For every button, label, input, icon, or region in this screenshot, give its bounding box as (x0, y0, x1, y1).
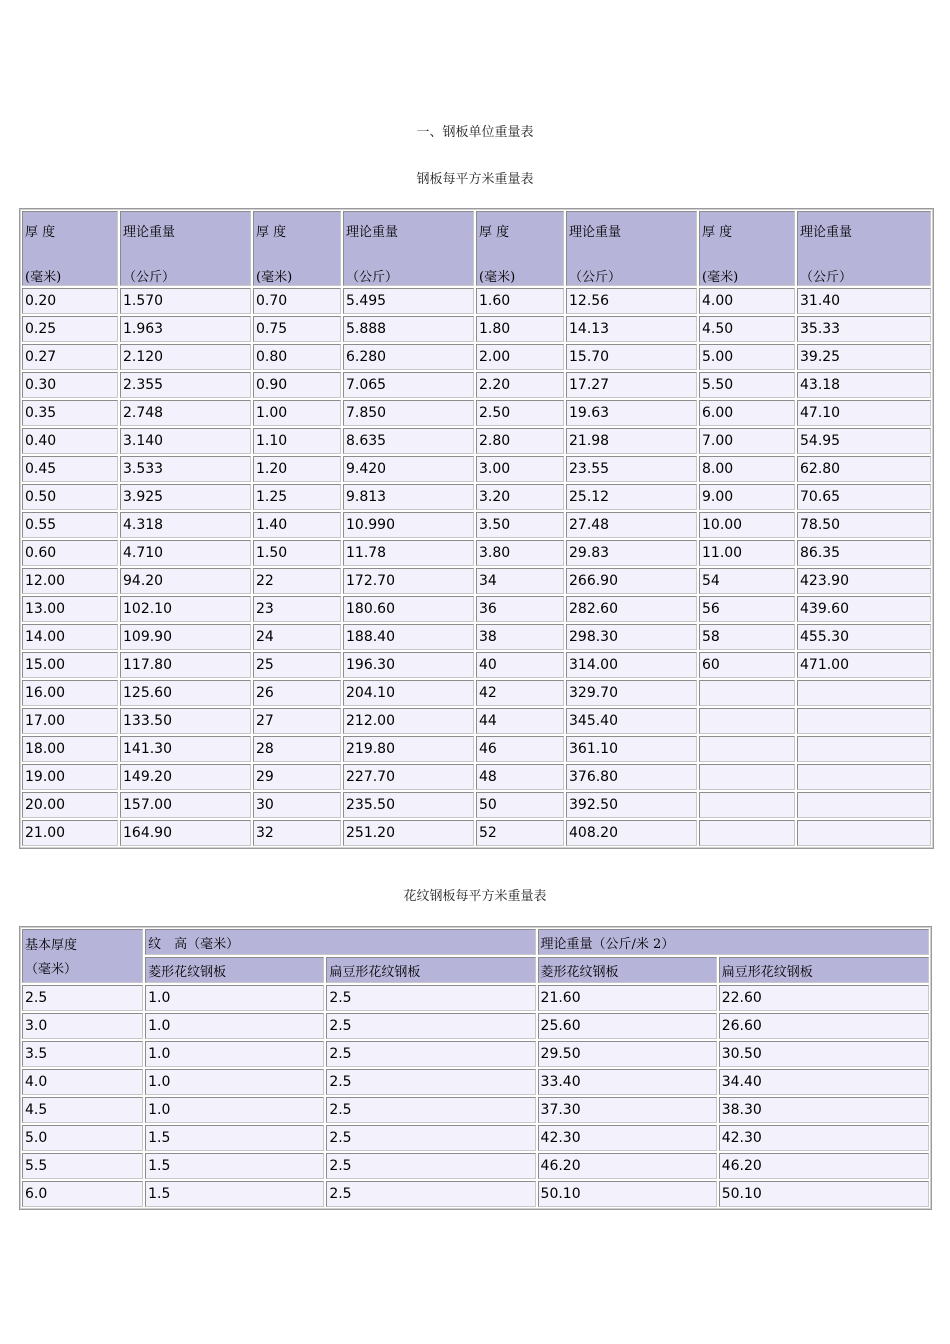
table-row (22, 985, 929, 1011)
table-row (22, 400, 931, 426)
table-cell: 0.75 (253, 316, 341, 342)
table-cell: 34.40 (719, 1069, 929, 1095)
header-unit: （公斤） (346, 270, 399, 285)
table-cell: 1.10 (253, 428, 341, 454)
checkered-plate-weight-table (19, 926, 932, 1210)
table-cell: 27.48 (566, 512, 697, 538)
table-cell: 26 (253, 680, 341, 706)
table-cell: 2.355 (120, 372, 251, 398)
table-row (22, 512, 931, 538)
table-cell: 133.50 (120, 708, 251, 734)
table-cell: 7.00 (699, 428, 795, 454)
table1-body (22, 288, 931, 846)
steel-plate-table-title: 钢板每平方米重量表 (416, 172, 534, 187)
table-cell: 25 (253, 652, 341, 678)
subheader-lentil-height: 扁豆形花纹钢板 (326, 957, 535, 983)
table-cell: 25.60 (538, 1013, 717, 1039)
table-cell: 4.0 (22, 1069, 143, 1095)
table-cell: 0.25 (22, 316, 118, 342)
table-cell: 4.318 (120, 512, 251, 538)
table-cell: 1.80 (476, 316, 564, 342)
table-row (22, 428, 931, 454)
table-cell (699, 820, 795, 846)
table-cell: 117.80 (120, 652, 251, 678)
header-unit: (毫米) (25, 270, 62, 285)
checkered-plate-table-title: 花纹钢板每平方米重量表 (403, 889, 547, 904)
table-cell: 21.60 (538, 985, 717, 1011)
table-cell: 22.60 (719, 985, 929, 1011)
table-cell (699, 736, 795, 762)
table-cell: 26.60 (719, 1013, 929, 1039)
table-cell (797, 764, 931, 790)
table-cell: 0.35 (22, 400, 118, 426)
table-cell: 50.10 (538, 1181, 717, 1207)
table-cell: 141.30 (120, 736, 251, 762)
table-row (22, 820, 931, 846)
table-cell: 7.065 (343, 372, 474, 398)
steel-plate-weight-table (19, 208, 934, 849)
table-cell: 52 (476, 820, 564, 846)
table-row (22, 596, 931, 622)
table-cell: 0.40 (22, 428, 118, 454)
table-cell: 1.570 (120, 288, 251, 314)
table-cell: 2.20 (476, 372, 564, 398)
table-cell: 60 (699, 652, 795, 678)
table-cell: 42.30 (719, 1125, 929, 1151)
table2-header (22, 929, 929, 983)
table-row (22, 764, 931, 790)
table-cell: 54 (699, 568, 795, 594)
table-cell: 50.10 (719, 1181, 929, 1207)
header-thickness-2 (253, 211, 341, 286)
table-cell: 3.140 (120, 428, 251, 454)
table-cell: 20.00 (22, 792, 118, 818)
table-cell: 1.0 (145, 985, 324, 1011)
table-cell: 46 (476, 736, 564, 762)
table-row (22, 456, 931, 482)
table-cell: 0.50 (22, 484, 118, 510)
header-label: 理论重量 (800, 225, 853, 240)
table-cell: 10.990 (343, 512, 474, 538)
table-cell: 14.00 (22, 624, 118, 650)
table-cell: 1.5 (145, 1153, 324, 1179)
header-label: 厚 度 (479, 225, 510, 240)
table-cell: 12.56 (566, 288, 697, 314)
table-cell: 94.20 (120, 568, 251, 594)
table-cell: 29 (253, 764, 341, 790)
header-label: 厚 度 (256, 225, 287, 240)
table-cell: 3.00 (476, 456, 564, 482)
header-weight-5 (566, 211, 697, 286)
table-cell: 423.90 (797, 568, 931, 594)
table-cell: 314.00 (566, 652, 697, 678)
table-cell: 1.50 (253, 540, 341, 566)
table-cell: 58 (699, 624, 795, 650)
table-cell (797, 792, 931, 818)
header-label: 理论重量 (123, 225, 176, 240)
table-cell: 30.50 (719, 1041, 929, 1067)
table-cell: 227.70 (343, 764, 474, 790)
subheader-diamond-height: 菱形花纹钢板 (145, 957, 324, 983)
table-cell: 361.10 (566, 736, 697, 762)
table-row (22, 540, 931, 566)
table-cell: 235.50 (343, 792, 474, 818)
table-cell: 408.20 (566, 820, 697, 846)
table-cell: 86.35 (797, 540, 931, 566)
table-row (22, 1125, 929, 1151)
table-cell: 43.18 (797, 372, 931, 398)
table-cell: 6.00 (699, 400, 795, 426)
table-cell: 439.60 (797, 596, 931, 622)
table-cell: 3.533 (120, 456, 251, 482)
table-cell: 196.30 (343, 652, 474, 678)
table-cell: 24 (253, 624, 341, 650)
header-weight-1 (120, 211, 251, 286)
table-cell (699, 792, 795, 818)
table-cell: 329.70 (566, 680, 697, 706)
table-cell: 9.813 (343, 484, 474, 510)
table-cell: 1.60 (476, 288, 564, 314)
table-cell: 34 (476, 568, 564, 594)
table-cell: 219.80 (343, 736, 474, 762)
table-cell: 0.90 (253, 372, 341, 398)
table-cell (797, 680, 931, 706)
table-cell: 4.50 (699, 316, 795, 342)
table-cell (699, 708, 795, 734)
header-label: 理论重量 (569, 225, 622, 240)
table-cell: 10.00 (699, 512, 795, 538)
table-cell: 4.5 (22, 1097, 143, 1123)
table-cell: 38 (476, 624, 564, 650)
table-cell: 5.0 (22, 1125, 143, 1151)
table-cell: 0.60 (22, 540, 118, 566)
header-unit: (毫米) (702, 270, 739, 285)
table-cell: 11.78 (343, 540, 474, 566)
table-cell: 23.55 (566, 456, 697, 482)
table-cell: 2.5 (326, 1125, 535, 1151)
table-cell: 212.00 (343, 708, 474, 734)
table-cell: 376.80 (566, 764, 697, 790)
table-row (22, 1013, 929, 1039)
table-cell: 2.5 (326, 1013, 535, 1039)
table-cell (797, 820, 931, 846)
table-cell: 42.30 (538, 1125, 717, 1151)
table-cell: 11.00 (699, 540, 795, 566)
table-cell: 42 (476, 680, 564, 706)
table-cell: 3.50 (476, 512, 564, 538)
header-unit: （公斤） (569, 270, 622, 285)
table-cell: 39.25 (797, 344, 931, 370)
table-cell: 2.5 (326, 1069, 535, 1095)
table-cell: 12.00 (22, 568, 118, 594)
table-cell: 4.00 (699, 288, 795, 314)
table-row (22, 288, 931, 314)
table-cell: 21.00 (22, 820, 118, 846)
table-cell: 8.00 (699, 456, 795, 482)
table-cell: 40 (476, 652, 564, 678)
table-cell: 0.30 (22, 372, 118, 398)
table-cell (797, 736, 931, 762)
table-cell: 204.10 (343, 680, 474, 706)
table1-header-row (22, 211, 931, 286)
table-cell: 5.50 (699, 372, 795, 398)
table-cell: 0.20 (22, 288, 118, 314)
table-cell: 15.00 (22, 652, 118, 678)
table-cell: 50 (476, 792, 564, 818)
table-cell: 38.30 (719, 1097, 929, 1123)
table2-header-row (22, 929, 929, 955)
table-cell: 46.20 (538, 1153, 717, 1179)
header-unit: （公斤） (123, 270, 176, 285)
header-pattern-height: 纹 高（毫米） (145, 929, 535, 955)
table-cell: 1.00 (253, 400, 341, 426)
table-cell: 23 (253, 596, 341, 622)
table-cell: 3.5 (22, 1041, 143, 1067)
table-cell: 251.20 (343, 820, 474, 846)
table-cell: 282.60 (566, 596, 697, 622)
table-row (22, 568, 931, 594)
header-unit: (毫米) (479, 270, 516, 285)
table-cell: 3.80 (476, 540, 564, 566)
table-cell: 28 (253, 736, 341, 762)
header-label: 厚 度 (25, 225, 56, 240)
table2-body (22, 985, 929, 1207)
table-cell: 5.00 (699, 344, 795, 370)
table-cell: 1.0 (145, 1097, 324, 1123)
header-base-thickness-label: 基本厚度 (25, 938, 78, 953)
table-cell: 1.5 (145, 1181, 324, 1207)
table-cell: 27 (253, 708, 341, 734)
table-cell: 3.0 (22, 1013, 143, 1039)
table-cell: 109.90 (120, 624, 251, 650)
table-cell: 1.25 (253, 484, 341, 510)
table-cell: 455.30 (797, 624, 931, 650)
header-thickness-4 (476, 211, 564, 286)
table-cell: 5.5 (22, 1153, 143, 1179)
table-cell: 164.90 (120, 820, 251, 846)
table-cell: 33.40 (538, 1069, 717, 1095)
table-row (22, 484, 931, 510)
table-cell: 188.40 (343, 624, 474, 650)
table-cell: 2.5 (326, 1181, 535, 1207)
table-row (22, 316, 931, 342)
table-cell: 35.33 (797, 316, 931, 342)
table-cell: 37.30 (538, 1097, 717, 1123)
table-cell: 30 (253, 792, 341, 818)
header-base-thickness-unit: （毫米） (25, 962, 78, 977)
table-cell: 7.850 (343, 400, 474, 426)
table-cell: 9.420 (343, 456, 474, 482)
table-cell: 0.55 (22, 512, 118, 538)
table-cell: 2.5 (326, 1097, 535, 1123)
table-cell: 2.5 (22, 985, 143, 1011)
header-weight-3 (343, 211, 474, 286)
table-cell: 29.83 (566, 540, 697, 566)
table-cell: 9.00 (699, 484, 795, 510)
document-title: 一、钢板单位重量表 (416, 125, 534, 140)
table-cell: 125.60 (120, 680, 251, 706)
table-cell: 14.13 (566, 316, 697, 342)
header-unit: (毫米) (256, 270, 293, 285)
table-row (22, 708, 931, 734)
table-cell: 15.70 (566, 344, 697, 370)
table-row (22, 1181, 929, 1207)
table-cell: 31.40 (797, 288, 931, 314)
table-cell: 21.98 (566, 428, 697, 454)
table-cell: 149.20 (120, 764, 251, 790)
table-cell: 1.0 (145, 1041, 324, 1067)
table-cell: 180.60 (343, 596, 474, 622)
table-cell: 2.80 (476, 428, 564, 454)
table-cell: 46.20 (719, 1153, 929, 1179)
table-cell: 6.0 (22, 1181, 143, 1207)
table1-header (22, 211, 931, 286)
table-cell: 6.280 (343, 344, 474, 370)
table-cell: 1.5 (145, 1125, 324, 1151)
table-cell: 102.10 (120, 596, 251, 622)
table-cell: 0.70 (253, 288, 341, 314)
header-theoretical-weight: 理论重量（公斤/米 2） (538, 929, 929, 955)
table-cell: 471.00 (797, 652, 931, 678)
table-cell: 3.925 (120, 484, 251, 510)
table-cell: 8.635 (343, 428, 474, 454)
table-cell: 22 (253, 568, 341, 594)
table-cell: 157.00 (120, 792, 251, 818)
table-cell: 2.120 (120, 344, 251, 370)
table-cell: 13.00 (22, 596, 118, 622)
table-cell: 17.00 (22, 708, 118, 734)
table-cell: 1.0 (145, 1069, 324, 1095)
table-cell: 345.40 (566, 708, 697, 734)
header-base-thickness (22, 929, 143, 983)
table-cell: 0.27 (22, 344, 118, 370)
table-row (22, 652, 931, 678)
table-cell: 2.5 (326, 985, 535, 1011)
table-cell: 2.5 (326, 1041, 535, 1067)
table-cell (797, 708, 931, 734)
table-cell: 2.5 (326, 1153, 535, 1179)
table-cell: 70.65 (797, 484, 931, 510)
table-cell: 44 (476, 708, 564, 734)
table-cell (699, 764, 795, 790)
table-row (22, 1069, 929, 1095)
table-cell: 392.50 (566, 792, 697, 818)
table-cell: 4.710 (120, 540, 251, 566)
table-cell: 0.80 (253, 344, 341, 370)
table-cell: 172.70 (343, 568, 474, 594)
table-row (22, 792, 931, 818)
table-cell (699, 680, 795, 706)
table-row (22, 372, 931, 398)
table-cell: 298.30 (566, 624, 697, 650)
table-cell: 5.495 (343, 288, 474, 314)
table-cell: 5.888 (343, 316, 474, 342)
header-unit: （公斤） (800, 270, 853, 285)
table-cell: 32 (253, 820, 341, 846)
table-cell: 2.00 (476, 344, 564, 370)
table-cell: 25.12 (566, 484, 697, 510)
table-cell: 18.00 (22, 736, 118, 762)
table-cell: 62.80 (797, 456, 931, 482)
table-cell: 1.963 (120, 316, 251, 342)
table-cell: 1.20 (253, 456, 341, 482)
table-cell: 19.00 (22, 764, 118, 790)
table-cell: 2.748 (120, 400, 251, 426)
table-cell: 36 (476, 596, 564, 622)
table-cell: 29.50 (538, 1041, 717, 1067)
table-cell: 1.40 (253, 512, 341, 538)
table-cell: 19.63 (566, 400, 697, 426)
header-thickness-0 (22, 211, 118, 286)
table-row (22, 1097, 929, 1123)
table-cell: 78.50 (797, 512, 931, 538)
table-cell: 2.50 (476, 400, 564, 426)
table-row (22, 1153, 929, 1179)
table-cell: 17.27 (566, 372, 697, 398)
table-cell: 54.95 (797, 428, 931, 454)
table-cell: 48 (476, 764, 564, 790)
table-row (22, 736, 931, 762)
table-row (22, 1041, 929, 1067)
table-cell: 47.10 (797, 400, 931, 426)
table-cell: 56 (699, 596, 795, 622)
header-label: 厚 度 (702, 225, 733, 240)
table-cell: 1.0 (145, 1013, 324, 1039)
header-label: 理论重量 (346, 225, 399, 240)
table-cell: 16.00 (22, 680, 118, 706)
table-row (22, 344, 931, 370)
table-cell: 266.90 (566, 568, 697, 594)
table-row (22, 624, 931, 650)
table-row (22, 680, 931, 706)
header-thickness-6 (699, 211, 795, 286)
table2-subheader-row (22, 957, 929, 983)
header-weight-7 (797, 211, 931, 286)
subheader-diamond-weight: 菱形花纹钢板 (538, 957, 717, 983)
table-cell: 0.45 (22, 456, 118, 482)
subheader-lentil-weight: 扁豆形花纹钢板 (719, 957, 929, 983)
table-cell: 3.20 (476, 484, 564, 510)
